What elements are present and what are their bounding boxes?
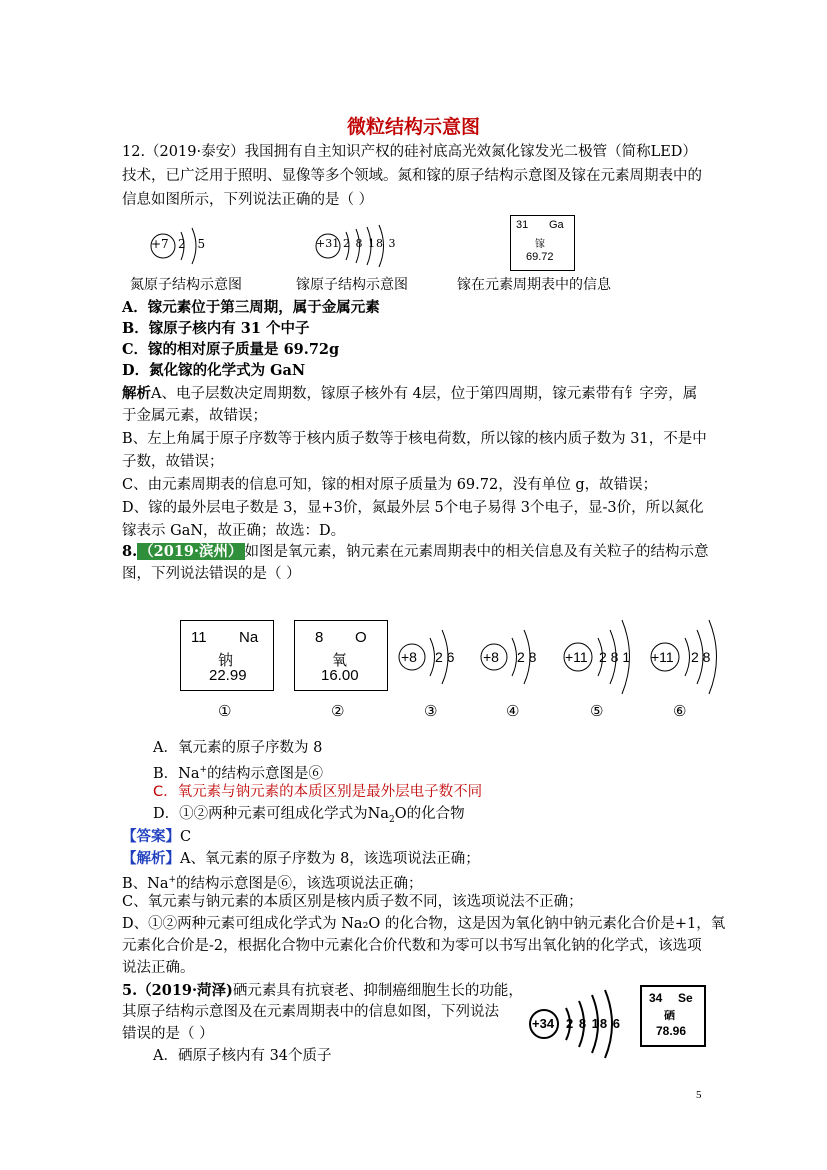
q8-option-b-post: 的结构示意图是⑥ [207, 765, 324, 782]
particle-6-shells: 2 8 [691, 649, 711, 665]
q12-explanation-line2: 于金属元素，故错误； [122, 408, 267, 424]
se-number: 34 [649, 991, 663, 1005]
o-mass: 16.00 [321, 667, 359, 684]
q8-option-b-sup: + [199, 765, 208, 775]
q8-stem-line1 [122, 541, 709, 563]
ga-mass: 69.72 [526, 251, 554, 263]
q12-stem-line1: 12.（2019·泰安）我国拥有自主知识产权的硅衬底高光效氮化镓发光二极管（简称LED） [122, 144, 697, 160]
q8-option-d-sub: 2 [388, 814, 395, 825]
q12-option-b: B．镓原子核内有 31 个中子 [122, 320, 310, 337]
q12-explanation-line7: 镓表示 GaN，故正确；故选：D。 [122, 523, 346, 539]
q5-number: 5. [122, 982, 138, 999]
ga-name: 镓 [535, 239, 545, 250]
q8-answer [122, 826, 191, 848]
o-name: 氧 [332, 651, 348, 669]
sodium-periodic-cell [180, 620, 274, 691]
q8-answer-tag: 【答案】 [122, 828, 180, 845]
selenium-shells: 2 8 18 6 [566, 1016, 621, 1031]
q8-stem-line2: 图，下列说法错误的是（ ） [122, 566, 301, 582]
q8-explanation-line5: 元素化合价是-2，根据化合物中元素化合价代数和为零可以书写出氧化钠的化学式，该选项 [122, 938, 702, 954]
q8-answer-value: C [180, 829, 192, 845]
q8-option-d-post: O的化合物 [394, 806, 465, 822]
q5-stem-line2: 其原子结构示意图及在元素周期表中的信息如图，下列说法 [122, 1004, 499, 1020]
q12-explanation-line4: 子数，故错误； [122, 454, 224, 470]
q8-exp2-sup: + [168, 875, 177, 885]
q12-explanation-line1 [122, 383, 697, 405]
q8-explanation-line3: C、氧元素与钠元素的本质区别是核内质子数不同，该选项说法不正确； [122, 894, 583, 910]
gallium-cell-caption: 镓在元素周期表中的信息 [457, 277, 611, 293]
particle-3-nucleus: +8 [401, 649, 417, 665]
label-2: ② [331, 702, 345, 720]
o-number: 8 [315, 629, 324, 646]
na-mass: 22.99 [209, 667, 247, 684]
na-symbol: Na [239, 629, 259, 646]
q8-option-b-pre: B．Na [153, 765, 200, 782]
nitrogen-caption: 氮原子结构示意图 [130, 277, 242, 293]
page-title: 微粒结构示意图 [346, 116, 480, 138]
q8-number: 8. [122, 543, 138, 560]
q12-option-c: C．镓的相对原子质量是 69.72g [122, 341, 340, 358]
ga-number: 31 [516, 219, 529, 231]
oxygen-periodic-cell [294, 620, 388, 691]
particle-5-shells: 2 8 1 [599, 649, 631, 665]
q5-stem-line3: 错误的是（ ） [122, 1026, 214, 1042]
q8-explanation-line1 [122, 848, 480, 870]
na-number: 11 [191, 629, 207, 646]
gallium-nucleus: +31 [316, 237, 340, 250]
q8-option-d [153, 804, 465, 831]
q12-explanation-line5: C、由元素周期表的信息可知，镓的相对原子质量为 69.72，没有单位 g，故错误； [122, 477, 658, 493]
q12-stem-line3: 信息如图所示，下列说法正确的是（ ） [122, 192, 374, 208]
label-4: ④ [506, 702, 520, 720]
na-name: 钠 [218, 651, 234, 669]
particle-5-nucleus: +11 [565, 649, 588, 665]
label-6: ⑥ [673, 702, 687, 720]
q8-stem-text: 如图是氧元素，钠元素在元素周期表中的相关信息及有关粒子的结构示意 [244, 544, 709, 560]
q8-explanation-tag: 【解析】 [122, 850, 180, 867]
label-5: ⑤ [590, 702, 604, 720]
q5-source: （2019·菏泽) [137, 982, 233, 999]
se-symbol: Se [678, 991, 693, 1005]
q12-option-d: D．氮化镓的化学式为 GaN [122, 362, 306, 379]
label-1: ① [218, 702, 232, 720]
q8-option-c: C．氧元素与钠元素的本质区别是最外层电子数不同 [153, 784, 483, 800]
q8-exp2-pre: B、Na [122, 875, 169, 892]
selenium-periodic-cell [640, 985, 706, 1047]
q8-source-badge: （2019·滨州） [139, 543, 243, 560]
q8-explanation-line6: 说法正确。 [122, 960, 195, 976]
q12-option-a: A．镓元素位于第三周期，属于金属元素 [122, 299, 380, 316]
q5-stem-line1 [122, 980, 523, 1002]
particle-4-nucleus: +8 [483, 649, 499, 665]
se-mass: 78.96 [656, 1024, 687, 1038]
q12-explanation-tag: 解析 [122, 385, 151, 402]
q5-option-a: A．硒原子核内有 34个质子 [153, 1048, 332, 1064]
q5-stem-text: 硒元素具有抗衰老、抑制癌细胞生长的功能， [232, 983, 523, 999]
gallium-shells: 2 8 18 3 [343, 237, 397, 250]
nitrogen-nucleus: +7 [151, 237, 169, 251]
gallium-caption: 镓原子结构示意图 [296, 277, 408, 293]
q8-explanation-text1: A、氧元素的原子序数为 8，该选项说法正确； [180, 851, 480, 867]
q8-option-d-pre: D．①②两种元素可组成化学式为Na [153, 806, 389, 822]
o-symbol: O [355, 629, 367, 646]
particle-4-shells: 2 8 [517, 649, 537, 665]
particle-6-nucleus: +11 [651, 649, 674, 665]
selenium-nucleus: +34 [532, 1016, 555, 1031]
ga-symbol: Ga [549, 219, 564, 231]
gallium-periodic-cell [510, 215, 575, 271]
q8-exp2-post: 的结构示意图是⑥，该选项说法正确； [176, 875, 423, 892]
q8-explanation-line4: D、①②两种元素可组成化学式为 Na₂O 的化合物，这是因为氧化钠中钠元素化合价是+1，氧 [122, 916, 726, 932]
nitrogen-shells: 2 5 [178, 237, 210, 251]
q12-stem-line2: 技术，已广泛用于照明、显像等多个领域。氮和镓的原子结构示意图及镓在元素周期表中的 [122, 168, 702, 184]
q12-explanation-text1: A、电子层数决定周期数，镓原子核外有 4层，位于第四周期，镓元素带有钅字旁，属 [151, 386, 698, 402]
q8-option-a: A．氧元素的原子序数为 8 [153, 740, 323, 756]
q12-explanation-line3: B、左上角属于原子序数等于核内质子数等于核电荷数，所以镓的核内质子数为 31，不是中 [122, 431, 707, 447]
q12-explanation-line6: D、镓的最外层电子数是 3，显+3价，氮最外层 5个电子易得 3个电子，显-3价，所以氮化 [122, 500, 704, 516]
label-3: ③ [424, 702, 438, 720]
page-number: 5 [696, 1089, 702, 1101]
se-name: 硒 [664, 1009, 675, 1022]
particle-3-shells: 2 6 [435, 649, 455, 665]
